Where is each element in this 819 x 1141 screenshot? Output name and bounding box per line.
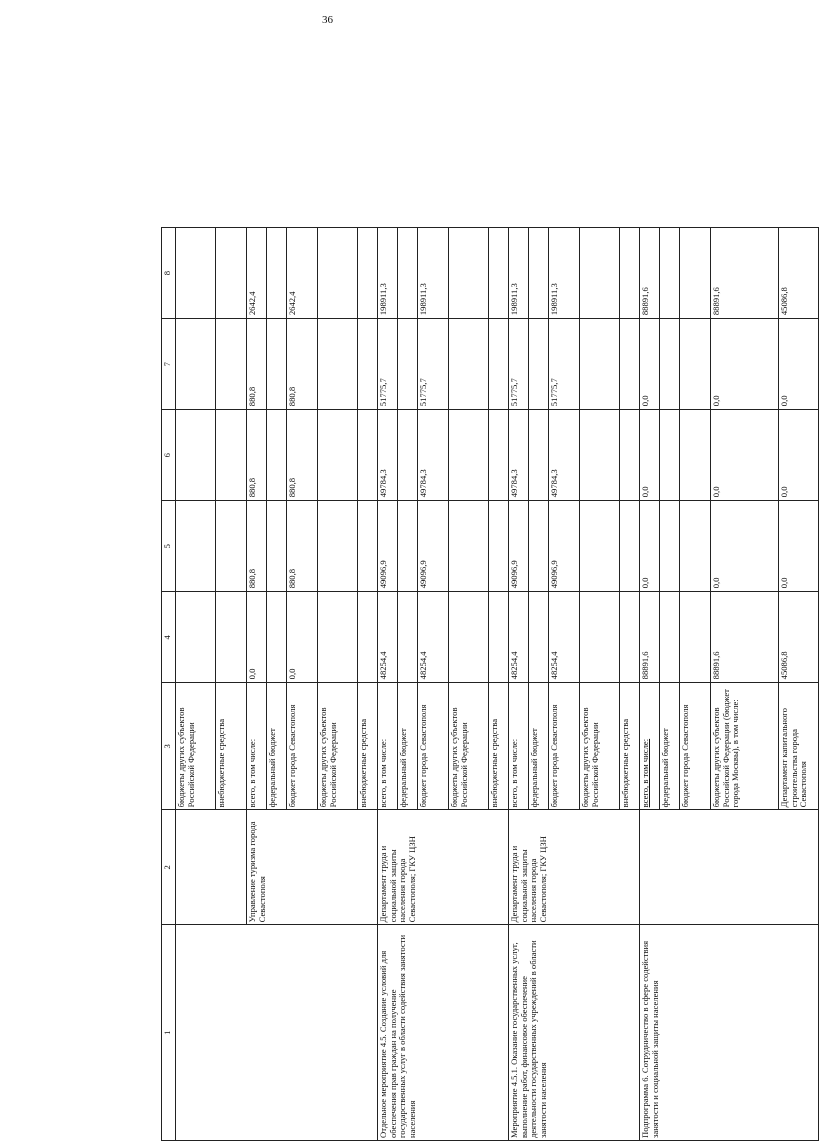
value-cell: 48254,4 (418, 592, 449, 683)
value-cell: 49096,9 (418, 501, 449, 592)
value-cell: 0,0 (711, 319, 779, 410)
table-row (378, 228, 398, 1141)
source-cell: федеральный бюджет (267, 683, 287, 810)
value-cell: 45086,8 (779, 228, 819, 319)
value-cell: 49096,9 (549, 501, 580, 592)
source-total-label: всего, в том числе: (640, 738, 650, 808)
responsible-cell (176, 810, 247, 925)
table-row (509, 228, 529, 1141)
value-cell: 880,8 (287, 501, 318, 592)
source-cell: бюджет города Севастополя (549, 683, 580, 810)
source-cell: бюджеты других субъектов Российской Федерации (бюджет города Москвы), в том числе: (711, 683, 779, 810)
value-cell: 49784,3 (378, 410, 398, 501)
value-cell: 0,0 (711, 501, 779, 592)
value-cell: 880,8 (287, 410, 318, 501)
value-cell: 49096,9 (509, 501, 529, 592)
value-cell: 51775,7 (549, 319, 580, 410)
value-cell: 880,8 (247, 319, 267, 410)
activity-cell: Мероприятие 4.5.1. Оказание государственных услуг, выполнение работ, финансовое обеспечение деятельности государственных учреждений в области занятости населения (509, 925, 640, 1141)
source-cell: внебюджетные средства (620, 683, 640, 810)
value-cell: 49096,9 (378, 501, 398, 592)
value-cell: 0,0 (779, 501, 819, 592)
responsible-cell: Управление туризма города Севастополя (247, 810, 378, 925)
table-row (640, 228, 660, 1141)
table-row (176, 228, 216, 1141)
header-cell: 5 (162, 501, 176, 592)
value-cell: 45086,8 (779, 592, 819, 683)
responsible-cell: Департамент труда и социальной защиты населения города Севастополя; ГКУ ЦЗН (378, 810, 509, 925)
subprogram-cell: Подпрограмма 6. Сотрудничество в сфере содействия занятости и социальной защиты населения (640, 925, 819, 1141)
page-number: 36 (322, 14, 333, 26)
source-cell: внебюджетные средства (489, 683, 509, 810)
value-cell: 0,0 (779, 319, 819, 410)
value-cell: 198911,3 (509, 228, 529, 319)
value-cell: 880,8 (247, 410, 267, 501)
source-cell: бюджет города Севастополя (680, 683, 711, 810)
value-cell: 48254,4 (378, 592, 398, 683)
source-cell: внебюджетные средства (216, 683, 247, 810)
value-cell: 88891,6 (640, 228, 660, 319)
budget-table (161, 227, 809, 1141)
activity-cell: Отдельное мероприятие 4.5. Создание условий для обеспечения прав граждан на получение государственных услуг в области содействия занятости населения (378, 925, 509, 1141)
source-cell: федеральный бюджет (660, 683, 680, 810)
source-cell (640, 683, 660, 810)
value-cell: 0,0 (640, 501, 660, 592)
source-cell: федеральный бюджет (398, 683, 418, 810)
header-cell: 2 (162, 810, 176, 925)
source-cell: всего, в том числе: (247, 683, 267, 810)
value-cell: 48254,4 (509, 592, 529, 683)
header-cell: 3 (162, 683, 176, 810)
value-cell: 0,0 (247, 592, 267, 683)
responsible-cell: Департамент труда и социальной защиты населения города Севастополя; ГКУ ЦЗН (509, 810, 640, 925)
value-cell: 49784,3 (509, 410, 529, 501)
header-cell: 1 (162, 925, 176, 1141)
source-cell: внебюджетные средства (358, 683, 378, 810)
header-cell: 4 (162, 592, 176, 683)
header-cell: 7 (162, 319, 176, 410)
source-cell: бюджеты других субъектов Российской Федерации (580, 683, 620, 810)
value-cell: 0,0 (287, 592, 318, 683)
value-cell: 88891,6 (711, 228, 779, 319)
value-cell: 51775,7 (378, 319, 398, 410)
value-cell: 88891,6 (640, 592, 660, 683)
value-cell: 198911,3 (378, 228, 398, 319)
value-cell: 0,0 (640, 319, 660, 410)
value-cell: 880,8 (287, 319, 318, 410)
source-cell: бюджет города Севастополя (287, 683, 318, 810)
value-cell: 0,0 (640, 410, 660, 501)
source-cell: всего, в том числе: (509, 683, 529, 810)
source-cell: всего, в том числе: (378, 683, 398, 810)
value-cell: 2642,4 (287, 228, 318, 319)
value-cell: 880,8 (247, 501, 267, 592)
value-cell: 49784,3 (418, 410, 449, 501)
value-cell: 0,0 (779, 410, 819, 501)
value-cell: 88891,6 (711, 592, 779, 683)
value-cell: 198911,3 (549, 228, 580, 319)
value-cell: 51775,7 (509, 319, 529, 410)
source-cell: бюджеты других субъектов Российской Федерации (449, 683, 489, 810)
value-cell: 48254,4 (549, 592, 580, 683)
source-cell: федеральный бюджет (529, 683, 549, 810)
value-cell: 0,0 (711, 410, 779, 501)
value-cell: 51775,7 (418, 319, 449, 410)
value-cell: 49784,3 (549, 410, 580, 501)
header-cell: 6 (162, 410, 176, 501)
source-cell: бюджеты других субъектов Российской Федерации (176, 683, 216, 810)
header-row (162, 228, 176, 1141)
source-cell: Департамент капитального строительства города Севастополя (779, 683, 819, 810)
value-cell: 2642,4 (247, 228, 267, 319)
value-cell: 198911,3 (418, 228, 449, 319)
header-cell: 8 (162, 228, 176, 319)
source-cell: бюджет города Севастополя (418, 683, 449, 810)
source-cell: бюджеты других субъектов Российской Федерации (318, 683, 358, 810)
activity-cell (176, 925, 378, 1141)
responsible-cell (640, 810, 819, 925)
